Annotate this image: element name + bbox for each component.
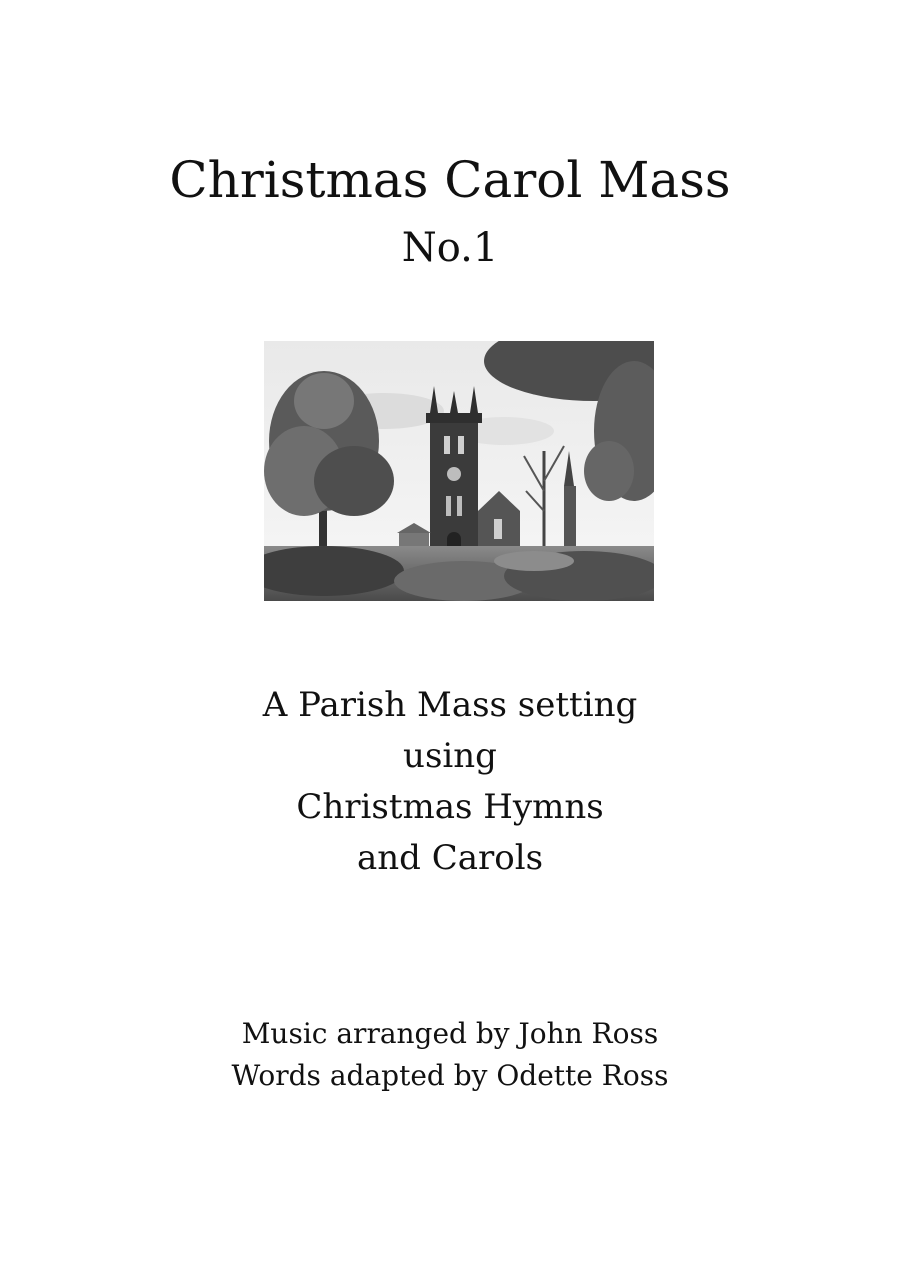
subtitle-line: Christmas Hymns [296, 787, 604, 827]
subtitle-line: and Carols [356, 838, 544, 878]
church-photo [264, 341, 654, 601]
subtitle [0, 680, 900, 884]
credits [0, 1013, 900, 1097]
mass-number: No.1 [401, 225, 499, 271]
page-title: Christmas Carol Mass [169, 151, 731, 209]
subtitle-line: A Parish Mass setting [262, 685, 638, 725]
words-credit: Words adapted by Odette Ross [231, 1059, 669, 1092]
music-credit: Music arranged by John Ross [241, 1017, 659, 1050]
subtitle-line: using [403, 736, 497, 776]
